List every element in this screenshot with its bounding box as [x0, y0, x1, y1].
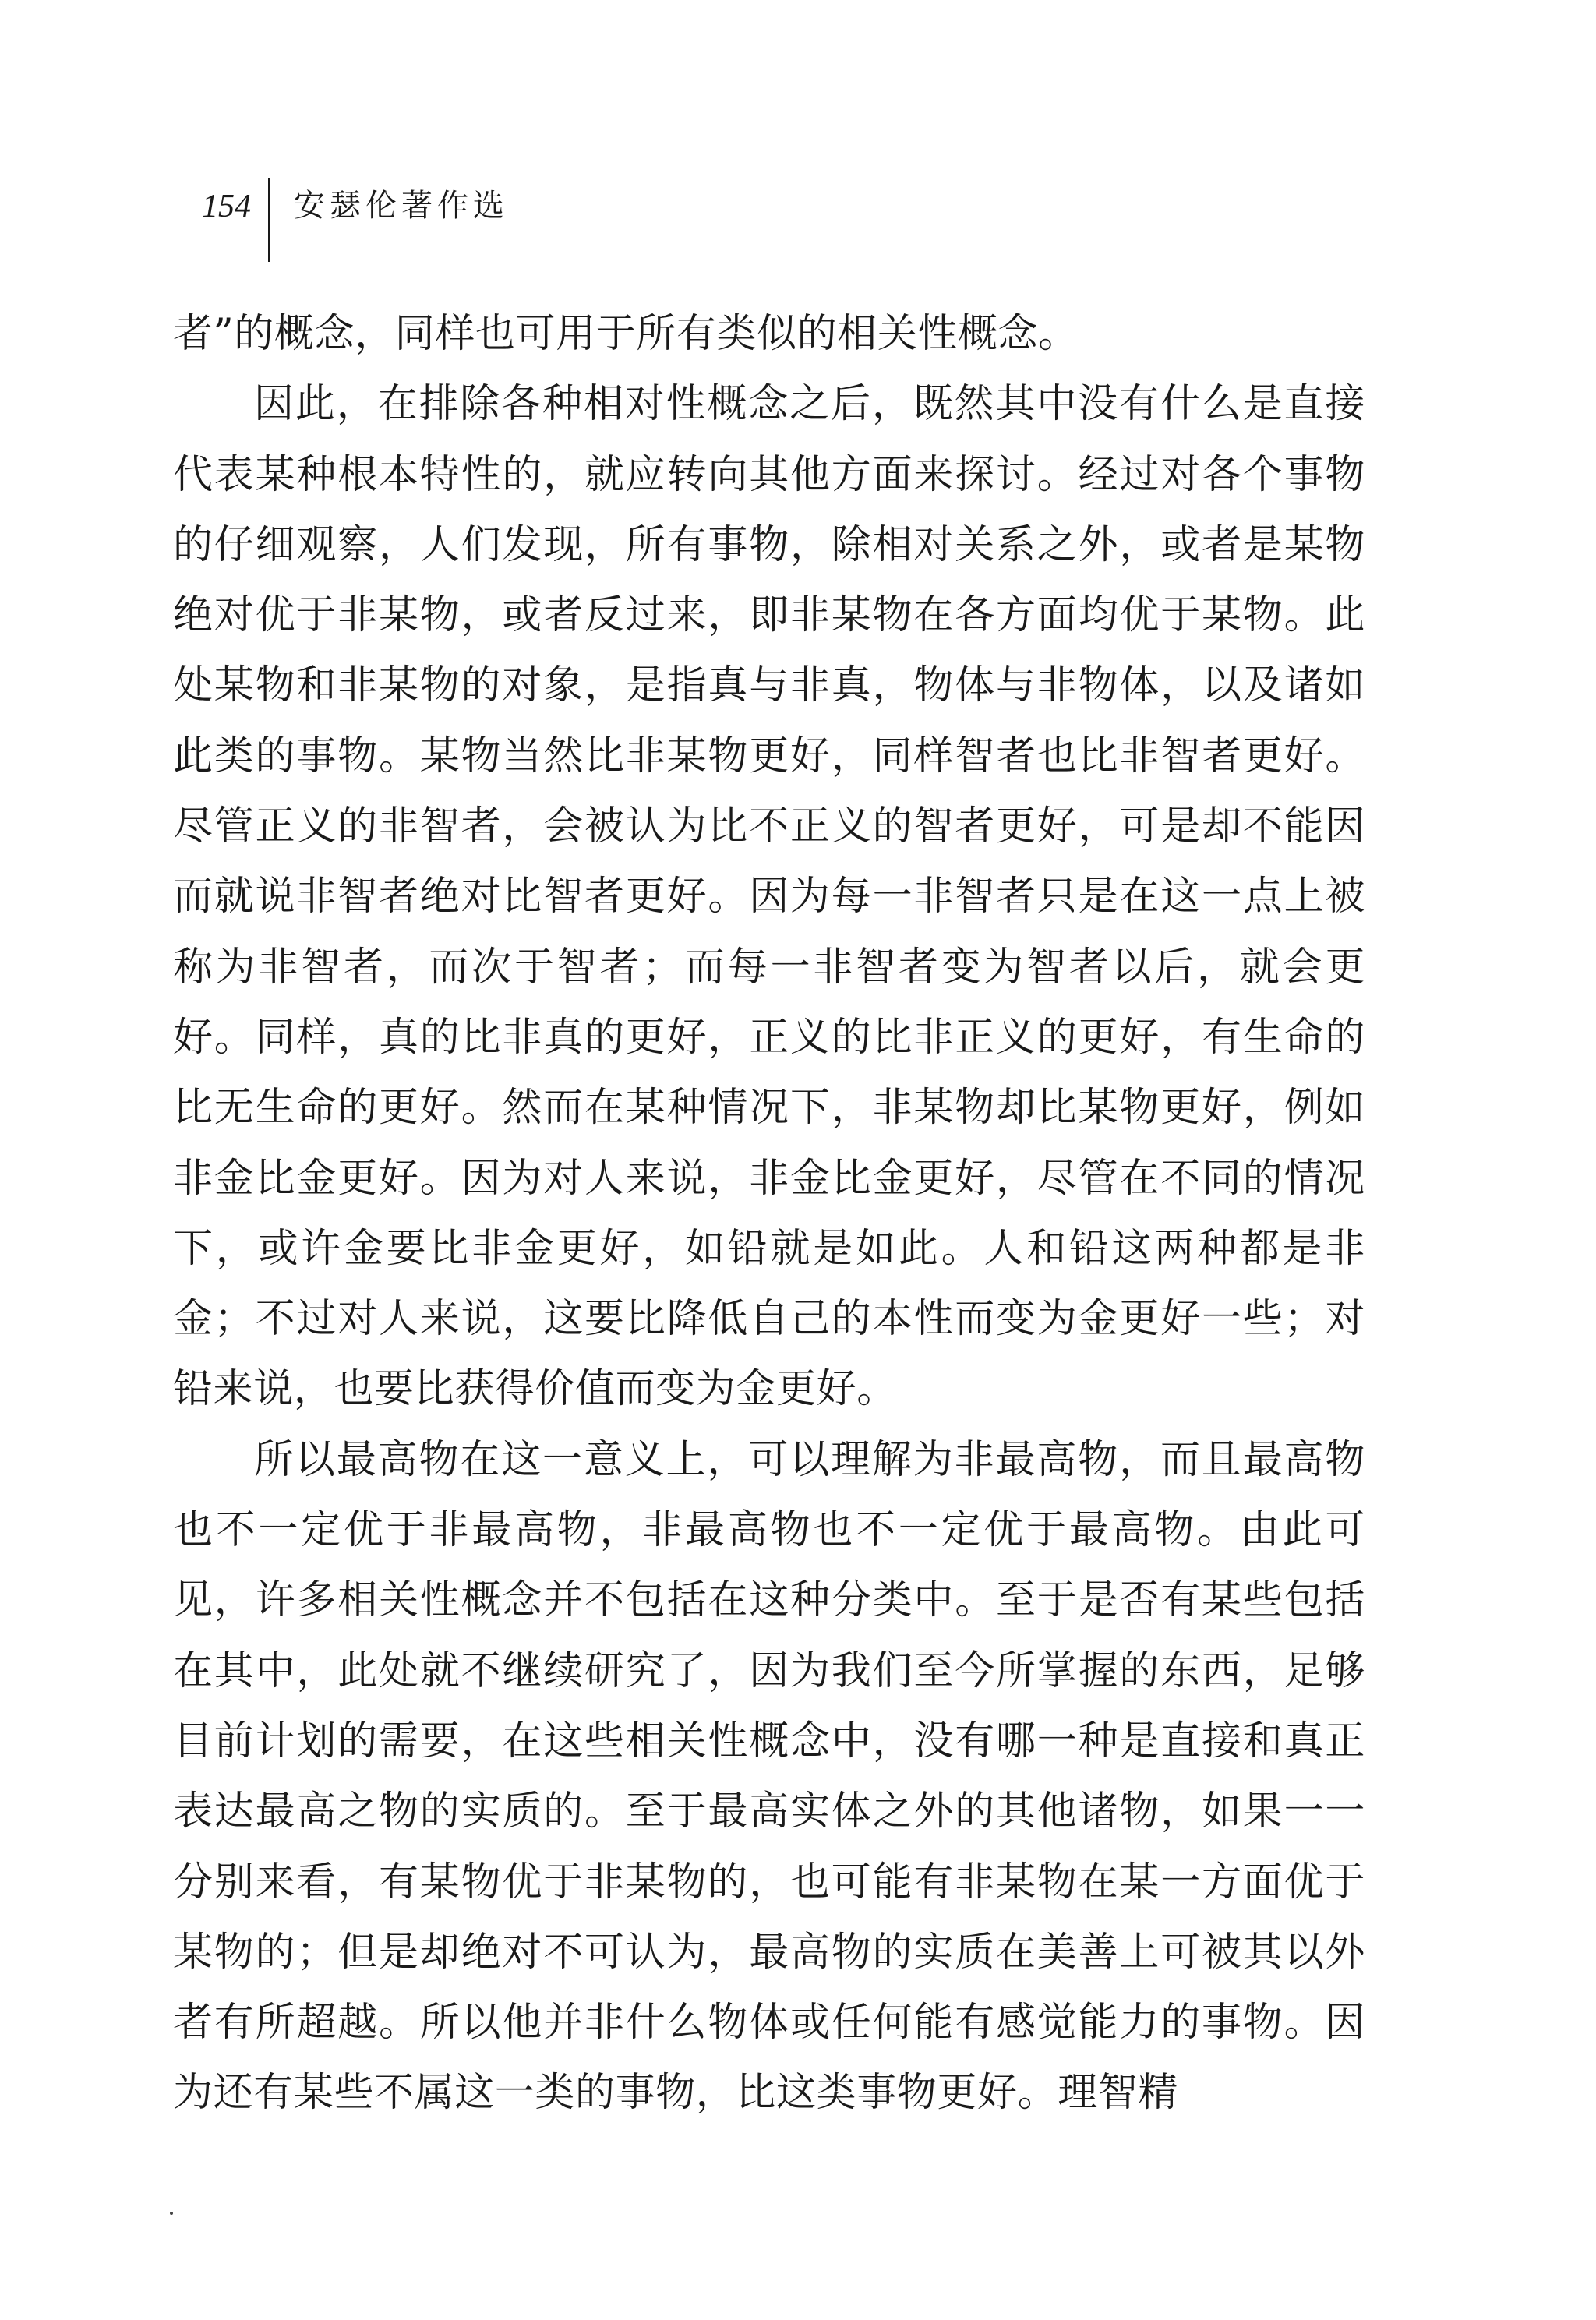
header-divider	[268, 178, 270, 262]
body-text	[173, 299, 1365, 2129]
book-title: 安瑟伦著作选	[294, 188, 509, 224]
paragraph: 所以最高物在这一意义上，可以理解为非最高物，而且最高物也不一定优于非最高物，非最高物也不一定优于最高物。由此可见，许多相关性概念并不包括在这种分类中。至于是否有某些包括在其中，此处就不继续研究了，因为我们至今所掌握的东西，足够目前计划的需要，在这些相关性概念中，没有哪一种是直接和真正表达最高之物的实质的。至于最高实体之外的其他诸物，如果一一分别来看，有某物优于非某物的，也可能有非某物在某一方面优于某物的；但是却绝对不可认为，最高物的实质在美善上可被其以外者有所超越。所以他并非什么物体或任何能有感觉能力的事物。因为还有某些不属这一类的事物，比这类事物更好。理智精	[173, 1436, 1365, 2117]
page-number: 154	[202, 189, 251, 224]
paragraph-continuation: 者”的概念，同样也可用于所有类似的相关性概念。	[173, 311, 1079, 357]
scan-speck	[170, 2212, 173, 2215]
running-header	[181, 178, 509, 263]
paragraph: 因此，在排除各种相对性概念之后，既然其中没有什么是直接代表某种根本特性的，就应转向其他方面来探讨。经过对各个事物的仔细观察，人们发现，所有事物，除相对关系之外，或者是某物绝对优于非某物，或者反过来，即非某物在各方面均优于某物。此处某物和非某物的对象，是指真与非真，物体与非物体，以及诸如此类的事物。某物当然比非某物更好，同样智者也比非智者更好。尽管正义的非智者，会被认为比不正义的智者更好，可是却不能因而就说非智者绝对比智者更好。因为每一非智者只是在这一点上被称为非智者，而次于智者；而每一非智者变为智者以后，就会更好。同样，真的比非真的更好，正义的比非正义的更好，有生命的比无生命的更好。然而在某种情况下，非某物却比某物更好，例如非金比金更好。因为对人来说，非金比金更好，尽管在不同的情况下，或许金要比非金更好，如铅就是如此。人和铅这两种都是非金；不过对人来说，这要比降低自己的本性而变为金更好一些；对铅来说，也要比获得价值而变为金更好。	[173, 381, 1365, 1413]
